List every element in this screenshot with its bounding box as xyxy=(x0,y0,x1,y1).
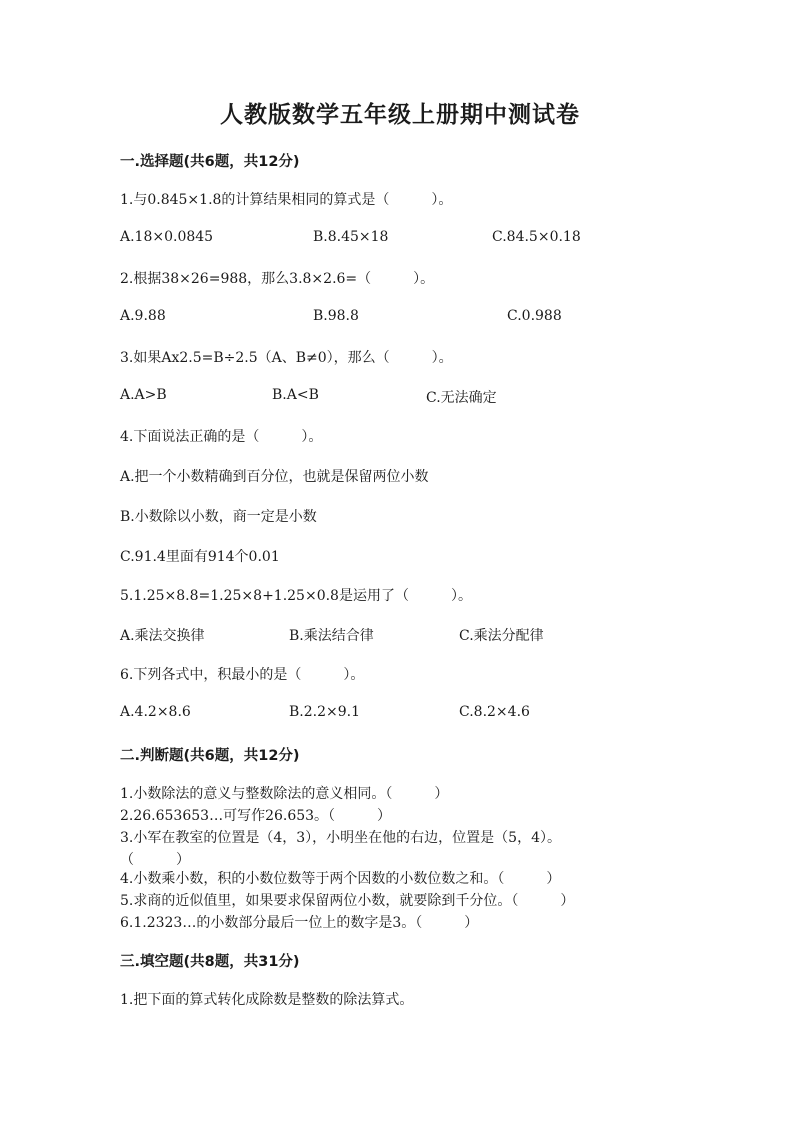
q1-option-b: B.8.45×18 xyxy=(313,229,389,245)
q6-option-a: A.4.2×8.6 xyxy=(120,704,191,720)
q2-option-a: A.9.88 xyxy=(120,308,166,324)
question-5: 5.1.25×8.8=1.25×8+1.25×0.8是运用了（ ）。 xyxy=(120,588,472,604)
q4-option-a: A.把一个小数精确到百分位，也就是保留两位小数 xyxy=(120,469,429,485)
q2-option-b: B.98.8 xyxy=(313,308,359,324)
judge-item-6: 6.1.2323…的小数部分最后一位上的数字是3。（ ） xyxy=(120,915,479,931)
judge-item-1: 1.小数除法的意义与整数除法的意义相同。（ ） xyxy=(120,786,449,802)
fill-item-1: 1.把下面的算式转化成除数是整数的除法算式。 xyxy=(120,992,414,1008)
question-2: 2.根据38×26=988，那么3.8×2.6=（ ）。 xyxy=(120,271,435,287)
q3-option-c: C.无法确定 xyxy=(426,390,497,406)
judge-item-3-paren: （ ） xyxy=(120,852,190,868)
q1-option-a: A.18×0.0845 xyxy=(120,229,214,245)
section-heading-choice: 一.选择题(共6题，共12分) xyxy=(120,154,300,170)
q6-option-c: C.8.2×4.6 xyxy=(459,704,530,720)
question-3: 3.如果Ax2.5=B÷2.5（A、B≠0），那么（ ）。 xyxy=(120,350,453,366)
q1-option-c: C.84.5×0.18 xyxy=(492,229,581,245)
section-heading-fill: 三.填空题(共8题，共31分) xyxy=(120,954,300,970)
q3-option-a: A.A>B xyxy=(120,387,167,403)
question-6: 6.下列各式中，积最小的是（ ）。 xyxy=(120,667,365,683)
q4-option-b: B.小数除以小数，商一定是小数 xyxy=(120,509,317,525)
judge-item-5: 5.求商的近似值里，如果要求保留两位小数，就要除到千分位。（ ） xyxy=(120,893,575,909)
q2-option-c: C.0.988 xyxy=(507,308,562,324)
q3-option-b: B.A<B xyxy=(272,387,319,403)
judge-item-4: 4.小数乘小数，积的小数位数等于两个因数的小数位数之和。（ ） xyxy=(120,871,561,887)
judge-item-2: 2.26.653653…可写作26.653。（ ） xyxy=(120,808,392,824)
question-4: 4.下面说法正确的是（ ）。 xyxy=(120,429,323,445)
page-title: 人教版数学五年级上册期中测试卷 xyxy=(220,102,580,128)
q5-option-b: B.乘法结合律 xyxy=(289,628,374,644)
section-heading-judge: 二.判断题(共6题，共12分) xyxy=(120,748,300,764)
judge-item-3: 3.小军在教室的位置是（4，3），小明坐在他的右边，位置是（5，4）。 xyxy=(120,830,561,846)
q5-option-c: C.乘法分配律 xyxy=(459,628,544,644)
q5-option-a: A.乘法交换律 xyxy=(120,628,205,644)
q4-option-c: C.91.4里面有914个0.01 xyxy=(120,549,280,565)
q6-option-b: B.2.2×9.1 xyxy=(289,704,360,720)
question-1: 1.与0.845×1.8的计算结果相同的算式是（ ）。 xyxy=(120,192,453,208)
